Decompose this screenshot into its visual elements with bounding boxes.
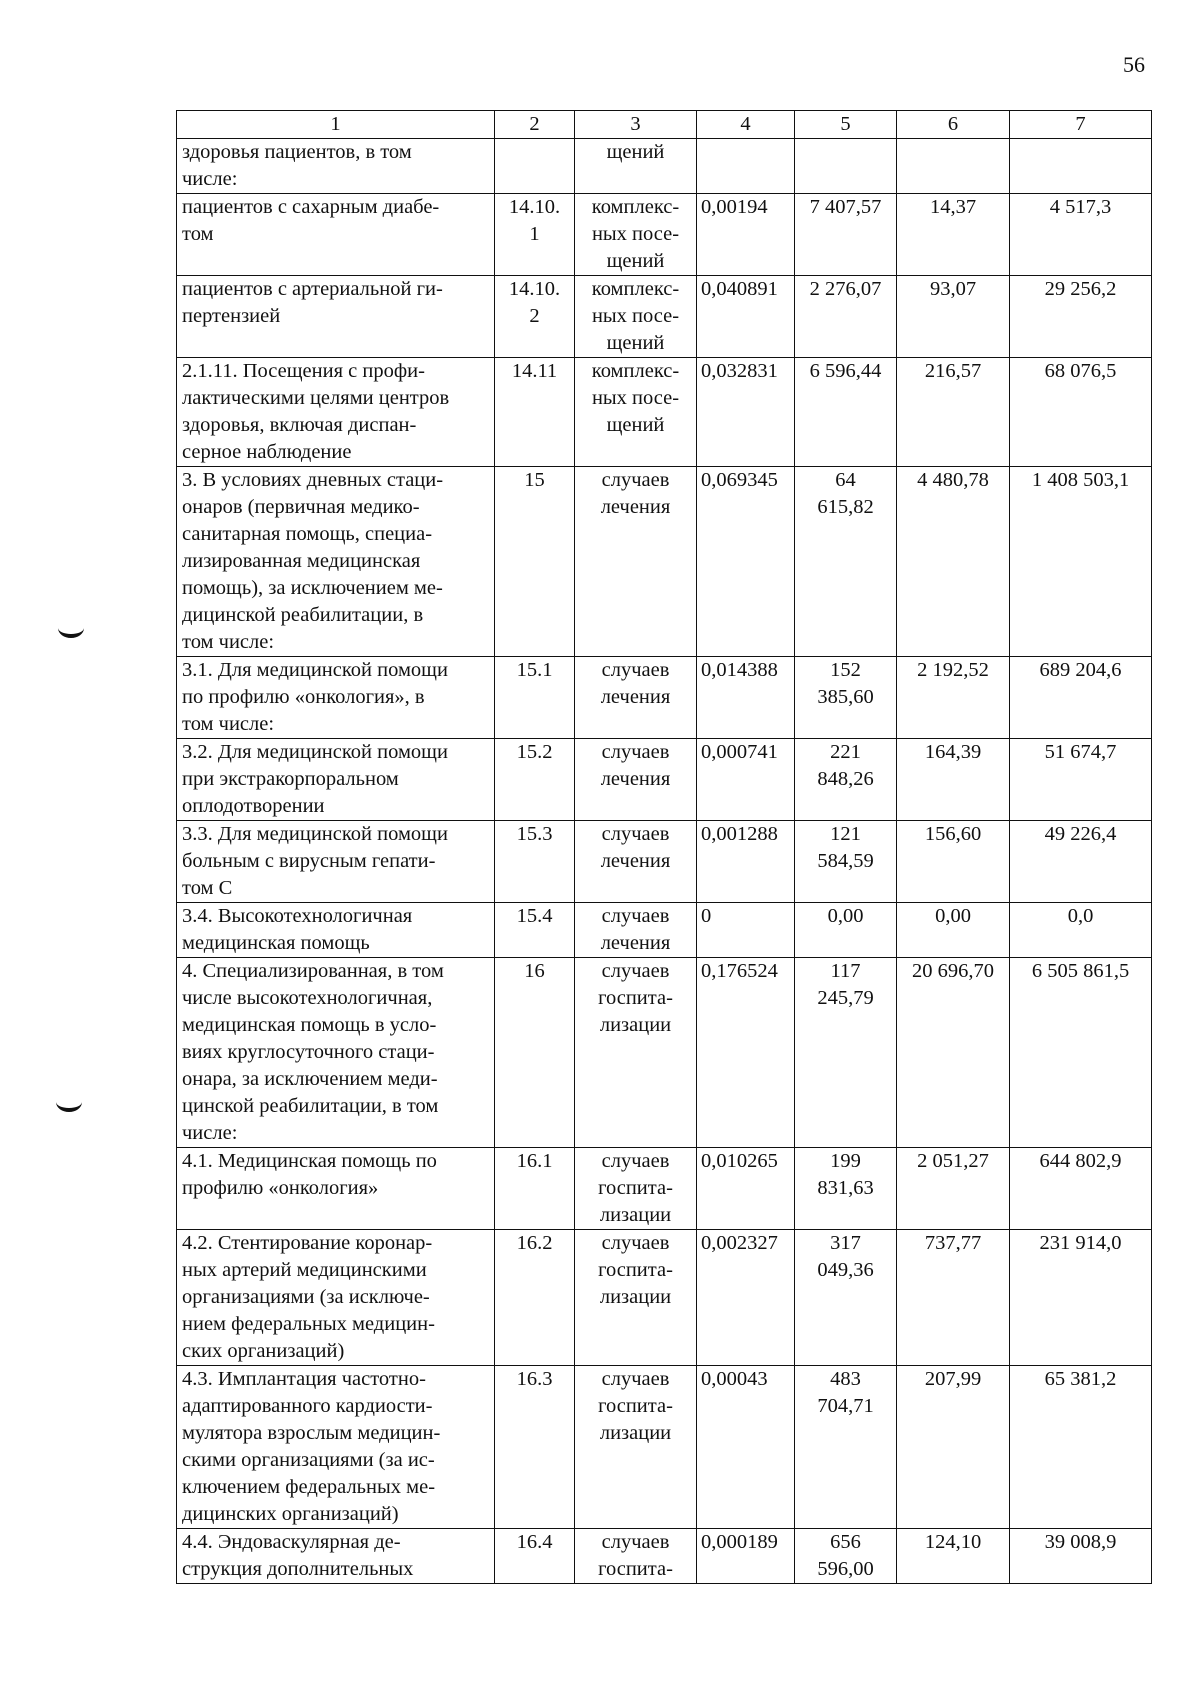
total-cell: 644 802,9 [1010,1148,1152,1230]
row-code: 15 [495,467,575,657]
cost-cell: 7 407,57 [795,194,897,276]
row-label: 4. Специализированная, в том числе высокотехнологичная, медицинская помощь в усло- виях круглосуточного стаци- онара, за исключением меди- цинской реабилитации, в том числе: [177,958,495,1148]
table-row [177,739,1152,821]
unit-cell: случаев лечения [575,657,697,739]
unit-cell: случаев госпита- лизации [575,958,697,1148]
total-cell: 49 226,4 [1010,821,1152,903]
table-row [177,657,1152,739]
norm-cell: 0,176524 [697,958,795,1148]
total-cell: 39 008,9 [1010,1529,1152,1584]
unit-cell: комплекс- ных посе- щений [575,194,697,276]
norm-cell: 0,010265 [697,1148,795,1230]
table-row [177,958,1152,1148]
norm-cell: 0,001288 [697,821,795,903]
total-cell: 65 381,2 [1010,1366,1152,1529]
total-cell: 4 517,3 [1010,194,1152,276]
row-code: 14.11 [495,358,575,467]
unit-cell: случаев госпита- [575,1529,697,1584]
row-label: 3.2. Для медицинской помощи при экстракорпоральном оплодотворении [177,739,495,821]
per-capita-cell: 164,39 [897,739,1010,821]
row-label: 3. В условиях дневных стаци- онаров (первичная медико- санитарная помощь, специа- лизированная медицинская помощь), за исключением ме- дицинской реабилитации, в том числе: [177,467,495,657]
row-label: 4.2. Стентирование коронар- ных артерий медицинскими организациями (за исключе- нием федеральных медицин- ских организаций) [177,1230,495,1366]
row-label: 3.3. Для медицинской помощи больным с вирусным гепати- том С [177,821,495,903]
per-capita-cell: 0,00 [897,903,1010,958]
table-row [177,903,1152,958]
page-number: 56 [1123,52,1145,77]
per-capita-cell: 2 051,27 [897,1148,1010,1230]
per-capita-cell: 2 192,52 [897,657,1010,739]
cost-cell: 6 596,44 [795,358,897,467]
row-label: 4.1. Медицинская помощь по профилю «онкология» [177,1148,495,1230]
row-code: 15.2 [495,739,575,821]
per-capita-cell: 207,99 [897,1366,1010,1529]
cost-cell: 221 848,26 [795,739,897,821]
per-capita-cell: 216,57 [897,358,1010,467]
cost-cell: 64 615,82 [795,467,897,657]
row-label: пациентов с артериальной ги- пертензией [177,276,495,358]
column-header: 7 [1010,111,1152,139]
unit-cell: комплекс- ных посе- щений [575,276,697,358]
norm-cell: 0,069345 [697,467,795,657]
cost-cell: 199 831,63 [795,1148,897,1230]
table-row [177,821,1152,903]
unit-cell: комплекс- ных посе- щений [575,358,697,467]
row-label: 2.1.11. Посещения с профи- лактическими целями центров здоровья, включая диспан- серное наблюдение [177,358,495,467]
total-cell: 0,0 [1010,903,1152,958]
unit-cell: случаев госпита- лизации [575,1230,697,1366]
cost-cell: 2 276,07 [795,276,897,358]
data-table [176,110,1152,1584]
cost-cell: 152 385,60 [795,657,897,739]
row-label: 4.4. Эндоваскулярная де- струкция дополнительных [177,1529,495,1584]
norm-cell: 0,000741 [697,739,795,821]
cost-cell: 656 596,00 [795,1529,897,1584]
per-capita-cell: 737,77 [897,1230,1010,1366]
table-row [177,276,1152,358]
row-code: 14.10. 1 [495,194,575,276]
norm-cell [697,139,795,194]
table-row [177,1366,1152,1529]
cost-cell: 0,00 [795,903,897,958]
cost-cell: 117 245,79 [795,958,897,1148]
row-code: 14.10. 2 [495,276,575,358]
row-code: 15.3 [495,821,575,903]
cost-cell: 317 049,36 [795,1230,897,1366]
total-cell: 51 674,7 [1010,739,1152,821]
total-cell: 6 505 861,5 [1010,958,1152,1148]
header-row [177,111,1152,139]
total-cell [1010,139,1152,194]
table-row [177,1230,1152,1366]
row-code: 15.1 [495,657,575,739]
row-label: здоровья пациентов, в том числе: [177,139,495,194]
cost-cell: 483 704,71 [795,1366,897,1529]
norm-cell: 0,00043 [697,1366,795,1529]
unit-cell: щений [575,139,697,194]
total-cell: 689 204,6 [1010,657,1152,739]
total-cell: 68 076,5 [1010,358,1152,467]
table-row [177,1148,1152,1230]
row-code: 16.2 [495,1230,575,1366]
row-code: 15.4 [495,903,575,958]
total-cell: 231 914,0 [1010,1230,1152,1366]
cost-cell: 121 584,59 [795,821,897,903]
row-label: 4.3. Имплантация частотно- адаптированного кардиости- мулятора взрослым медицин- скими организациями (за ис- ключением федеральных ме- дицинских организаций) [177,1366,495,1529]
per-capita-cell: 4 480,78 [897,467,1010,657]
unit-cell: случаев лечения [575,467,697,657]
row-code: 16 [495,958,575,1148]
column-header: 6 [897,111,1010,139]
row-label: 3.4. Высокотехнологичная медицинская помощь [177,903,495,958]
per-capita-cell: 124,10 [897,1529,1010,1584]
per-capita-cell: 14,37 [897,194,1010,276]
column-header: 1 [177,111,495,139]
per-capita-cell: 156,60 [897,821,1010,903]
cost-cell [795,139,897,194]
table-row [177,467,1152,657]
norm-cell: 0,014388 [697,657,795,739]
column-header: 3 [575,111,697,139]
column-header: 2 [495,111,575,139]
table-row [177,139,1152,194]
total-cell: 1 408 503,1 [1010,467,1152,657]
norm-cell: 0,00194 [697,194,795,276]
table-row [177,1529,1152,1584]
unit-cell: случаев лечения [575,739,697,821]
norm-cell: 0,032831 [697,358,795,467]
norm-cell: 0,000189 [697,1529,795,1584]
unit-cell: случаев лечения [575,903,697,958]
norm-cell: 0 [697,903,795,958]
row-code: 16.3 [495,1366,575,1529]
column-header: 4 [697,111,795,139]
norm-cell: 0,002327 [697,1230,795,1366]
table-row [177,194,1152,276]
norm-cell: 0,040891 [697,276,795,358]
unit-cell: случаев лечения [575,821,697,903]
per-capita-cell: 93,07 [897,276,1010,358]
row-label: пациентов с сахарным диабе- том [177,194,495,276]
total-cell: 29 256,2 [1010,276,1152,358]
unit-cell: случаев госпита- лизации [575,1366,697,1529]
table-row [177,358,1152,467]
margin-mark [56,1092,82,1112]
row-code: 16.1 [495,1148,575,1230]
row-code [495,139,575,194]
margin-mark [58,618,84,638]
row-code: 16.4 [495,1529,575,1584]
unit-cell: случаев госпита- лизации [575,1148,697,1230]
column-header: 5 [795,111,897,139]
per-capita-cell [897,139,1010,194]
row-label: 3.1. Для медицинской помощи по профилю «онкология», в том числе: [177,657,495,739]
per-capita-cell: 20 696,70 [897,958,1010,1148]
